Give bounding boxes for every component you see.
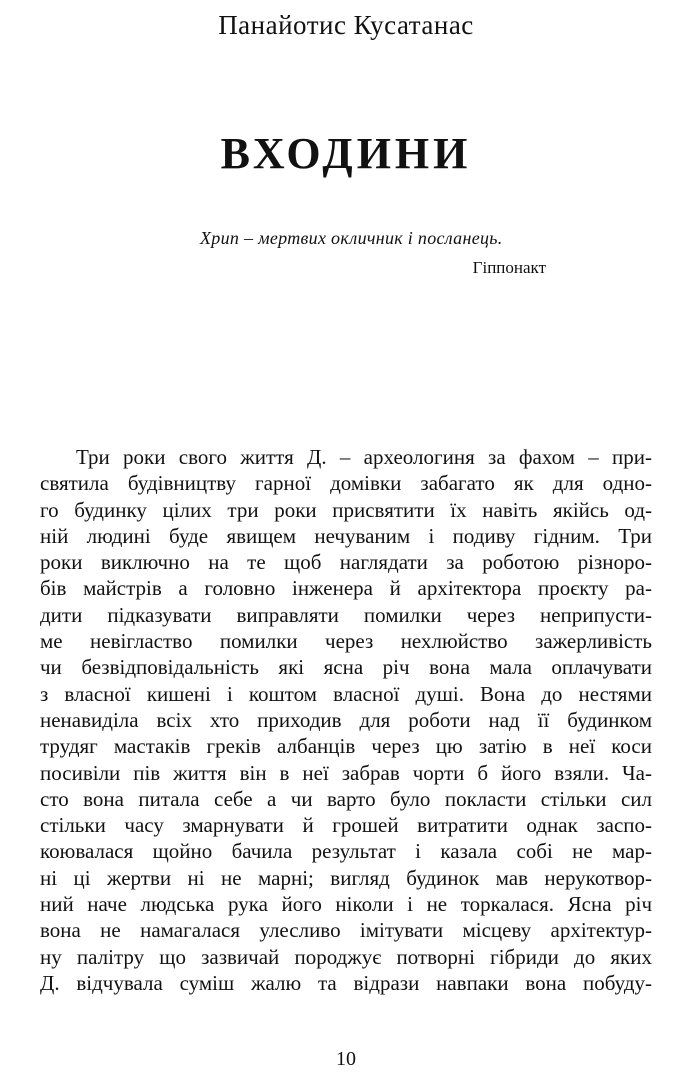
text-line: ні ці жертви ні не марні; вигляд будинок мав нерукотвор- (40, 865, 652, 890)
text-line: роки виключно на те щоб наглядати за роботою різноро- (40, 550, 652, 575)
text-line: ній людині буде явищем нечуваним і подиву гідним. Три (40, 523, 652, 548)
text-line: ме невігластво помилки через нехлюйство зажерливість (40, 629, 652, 654)
body-text (40, 444, 652, 996)
page-number: 10 (336, 1048, 356, 1070)
text-line: вона не намагалася улесливо імітувати місцеву архітектур- (40, 918, 652, 943)
text-line: Д. відчувала суміш жалю та відрази навпаки вона побуду- (40, 970, 652, 995)
chapter-title: ВХОДИНИ (220, 129, 472, 178)
text-line: ну палітру що зазвичай породжує потворні гібриди до яких (40, 944, 652, 969)
text-line: Три роки свого життя Д. – археологиня за фахом – при- (76, 445, 652, 469)
text-line: дити підказувати виправляти помилки через неприпусти- (40, 602, 652, 627)
text-line: коювалася щойно бачила результат і казала собі не мар- (40, 839, 652, 864)
text-line: трудяг мастаків греків албанців через цю затію в неї коси (40, 734, 652, 759)
text-line: чи безвідповідальність які ясна річ вона мала оплачувати (40, 655, 652, 680)
epigraph-quote: Хрип – мертвих окличник і посланець. (200, 228, 503, 248)
epigraph-attribution: Гіппонакт (472, 258, 546, 277)
text-line: посивіли пів життя він в неї забрав чорти б його взяли. Ча- (40, 760, 652, 785)
text-line: святила будівництву гарної домівки забагато як для одно- (40, 471, 652, 496)
text-line: сто вона питала себе а чи варто було покласти стільки сил (40, 786, 652, 811)
text-line: го будинку цілих три роки присвятити їх навіть якійсь од- (40, 497, 652, 522)
book-author: Панайотис Кусатанас (218, 10, 474, 40)
text-line: ний наче людська рука його ніколи і не торкалася. Ясна річ (40, 892, 652, 917)
text-line: з власної кишені і коштом власної душі. Вона до нестями (40, 681, 652, 706)
text-line: стільки часу змарнувати й грошей витратити однак заспо- (40, 813, 652, 838)
text-line: ненавиділа всіх хто приходив для роботи над її будинком (40, 707, 652, 732)
text-line: бів майстрів а головно інженера й архітектора проєкту ра- (40, 576, 652, 601)
